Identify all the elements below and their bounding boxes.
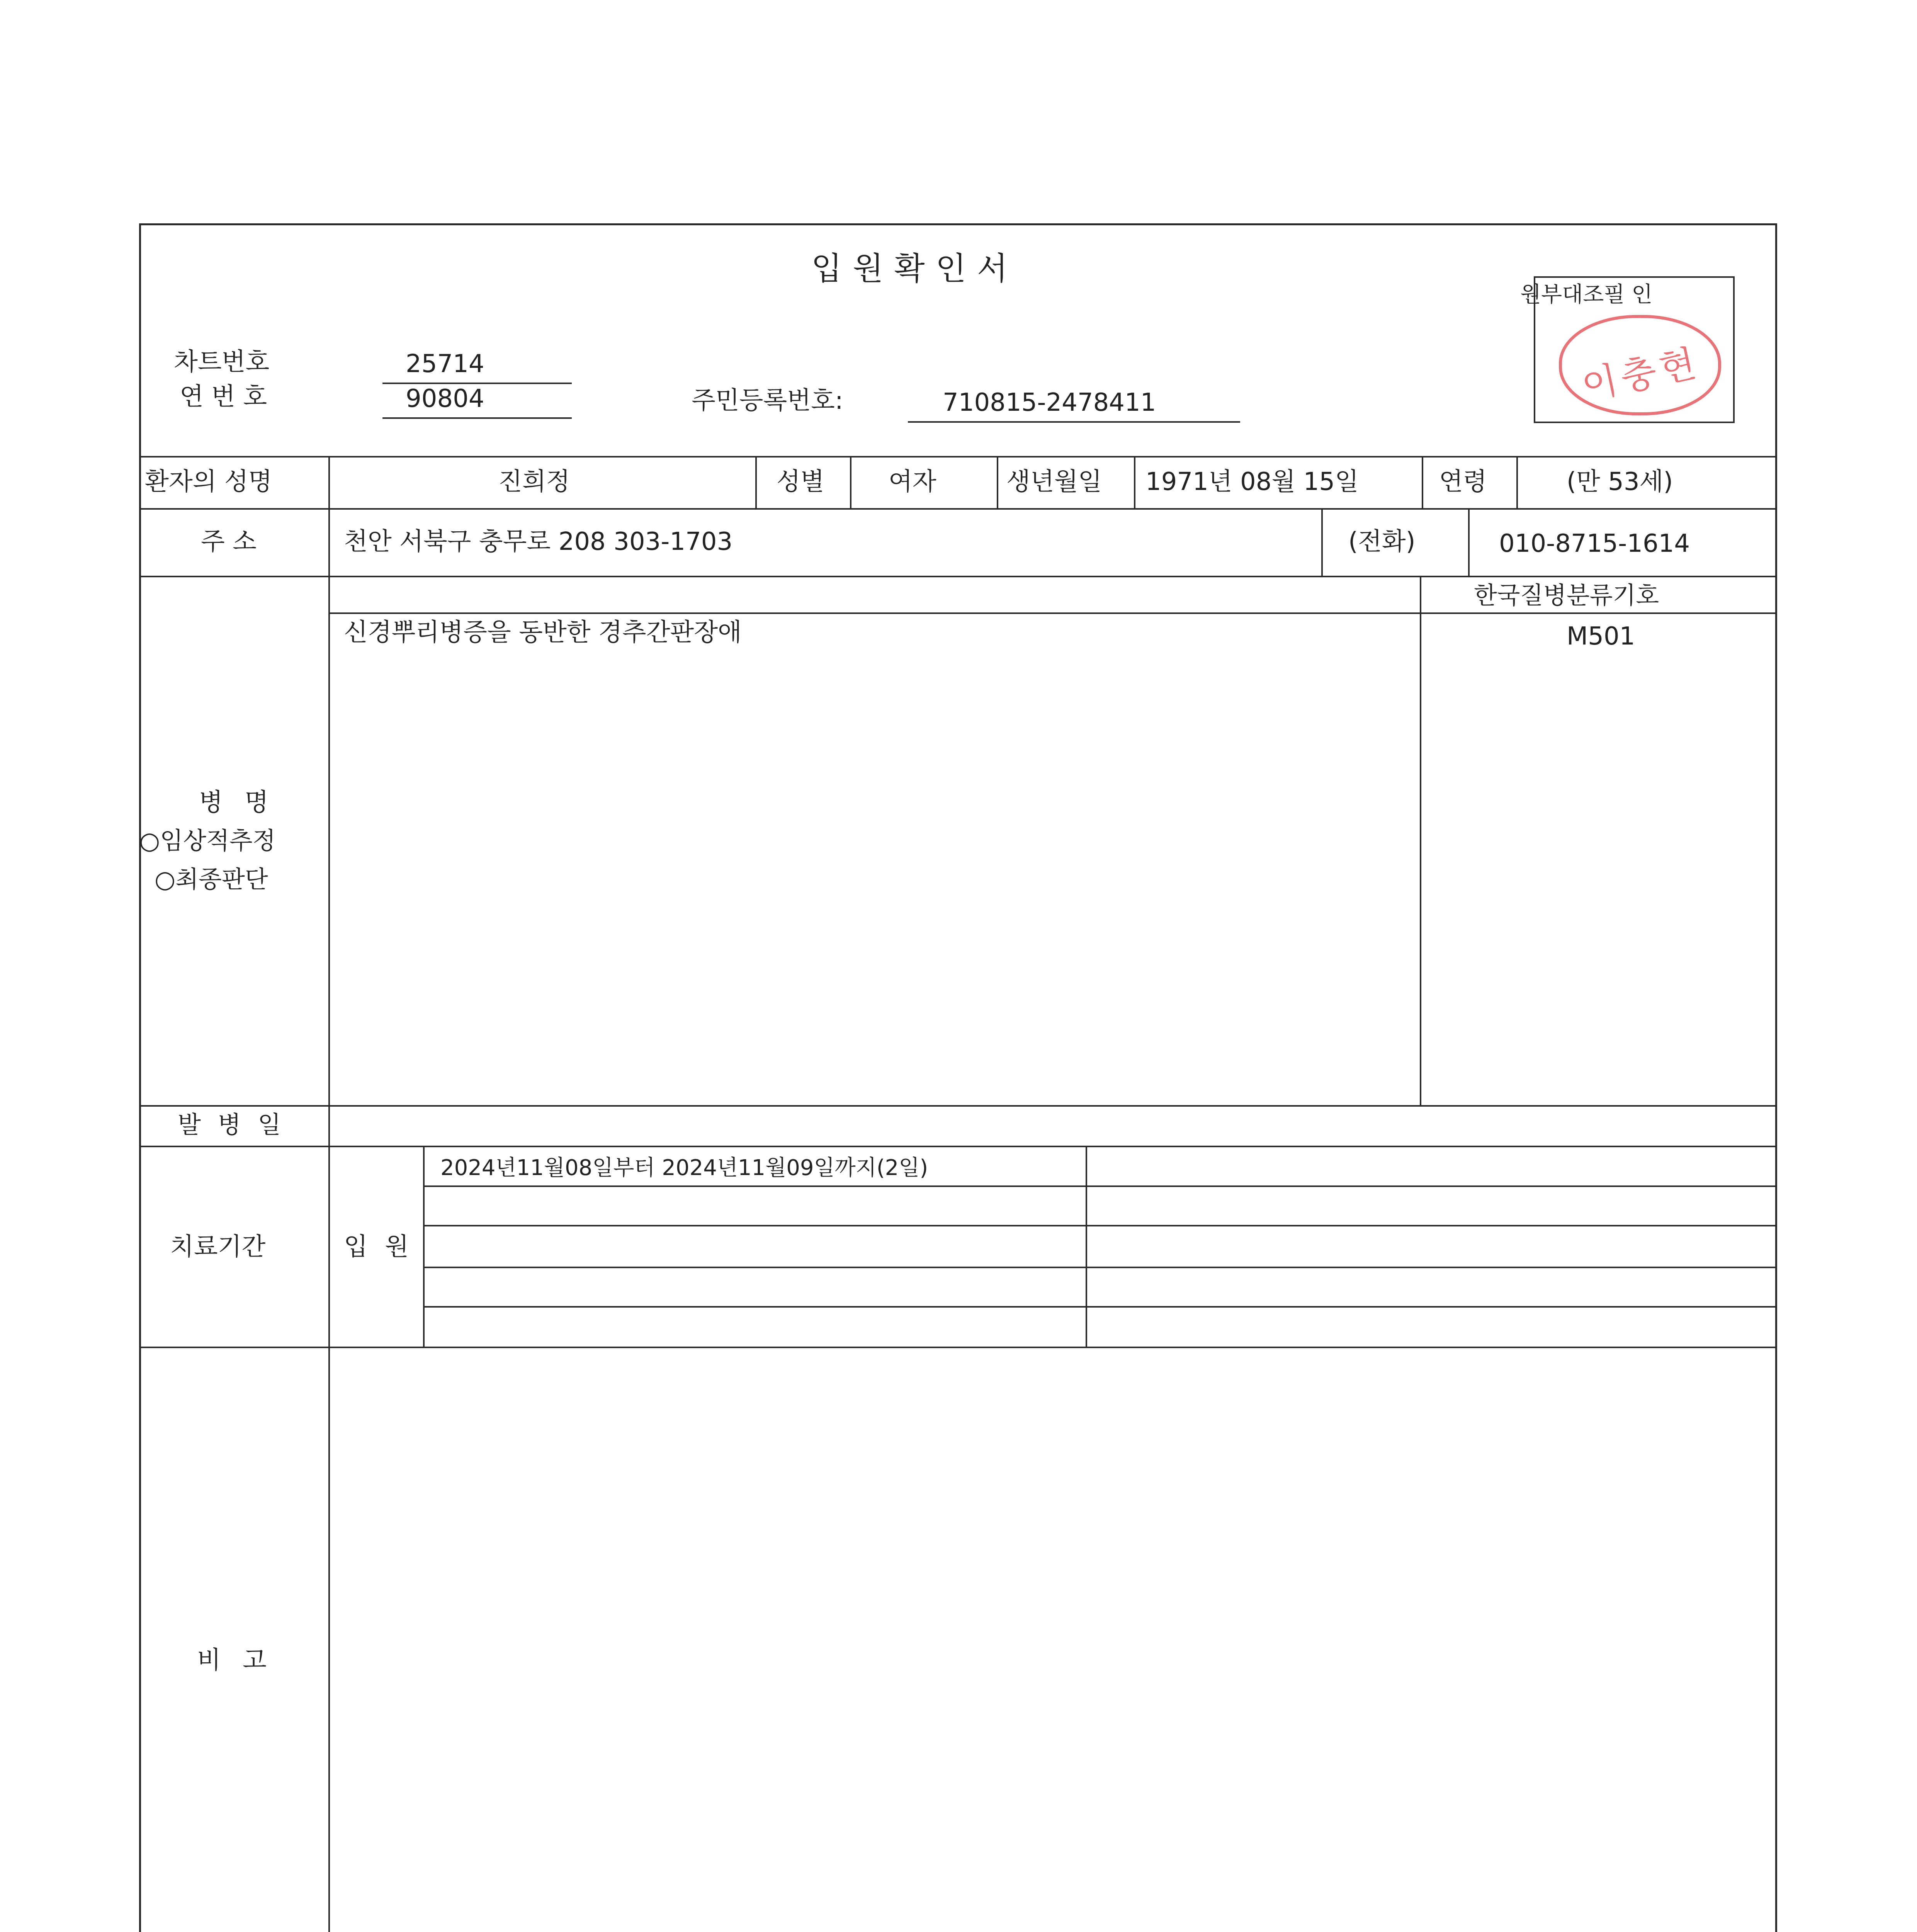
row-line: [328, 612, 1777, 614]
document-title: 입원확인서: [811, 250, 1019, 287]
row-line: [423, 1225, 1777, 1226]
col-line: [1134, 456, 1135, 508]
phone-value: 010-8715-1614: [1499, 529, 1690, 558]
phone-label: (전화): [1348, 527, 1416, 556]
col-line: [1468, 508, 1470, 576]
treatment-period: 2024년11월08일부터 2024년11월09일까지(2일): [440, 1155, 928, 1180]
verification-seal: [1559, 315, 1721, 415]
resident-number-label: 주민등록번호:: [692, 386, 843, 415]
birth-value: 1971년 08월 15일: [1145, 468, 1359, 496]
disease-code-label: 한국질병분류기호: [1474, 581, 1659, 609]
col-line: [1420, 576, 1421, 1105]
sex-value: 여자: [889, 468, 936, 496]
resident-number-underline: [908, 421, 1240, 423]
chart-number-label: 차트번호: [174, 348, 270, 376]
age-value: (만 53세): [1567, 468, 1673, 496]
address-value: 천안 서북구 충무로 208 303-1703: [344, 527, 733, 556]
verification-seal-text: 이충현: [1578, 341, 1703, 408]
birth-label: 생년월일: [1006, 468, 1102, 496]
row-line: [423, 1267, 1777, 1268]
col-line: [997, 456, 998, 508]
verification-label: 원부대조필 인: [1520, 282, 1653, 307]
row-line: [423, 1306, 1777, 1308]
serial-number-label: 연 번 호: [180, 383, 267, 411]
final-judgment-option[interactable]: ○최종판단: [155, 865, 268, 893]
diagnosis-label: 병 명: [199, 788, 275, 817]
row-line: [139, 1105, 1777, 1107]
diagnosis-code: M501: [1567, 622, 1635, 651]
treatment-type: 입 원: [344, 1233, 413, 1261]
chart-number-underline: [382, 383, 572, 384]
row-line: [139, 576, 1777, 577]
patient-name-label: 환자의 성명: [145, 468, 272, 496]
remarks-label: 비 고: [197, 1646, 274, 1675]
age-label: 연령: [1439, 468, 1487, 496]
col-line: [423, 1146, 425, 1347]
col-line: [1321, 508, 1323, 576]
sex-label: 성별: [777, 468, 824, 496]
row-line: [139, 508, 1777, 510]
serial-number-value: 90804: [406, 384, 484, 413]
row-line: [139, 1347, 1777, 1348]
address-label: 주 소: [201, 527, 257, 556]
col-line: [755, 456, 757, 508]
col-line: [850, 456, 851, 508]
treatment-label: 치료기간: [170, 1233, 266, 1261]
clinical-estimate-option[interactable]: ○임상적추정: [139, 827, 276, 855]
chart-number-value: 25714: [406, 350, 484, 378]
col-line: [1516, 456, 1518, 508]
col-line: [1422, 456, 1423, 508]
col-line: [1086, 1146, 1087, 1347]
document-frame: [139, 223, 1777, 1932]
row-line: [423, 1185, 1777, 1187]
diagnosis-name: 신경뿌리병증을 동반한 경추간판장애: [344, 618, 742, 647]
row-line: [139, 1146, 1777, 1147]
col-line: [328, 456, 330, 1932]
patient-name: 진희정: [498, 468, 570, 496]
resident-number-value: 710815-2478411: [943, 388, 1156, 417]
onset-label: 발 병 일: [178, 1111, 286, 1139]
row-line: [139, 456, 1777, 457]
serial-number-underline: [382, 417, 572, 419]
